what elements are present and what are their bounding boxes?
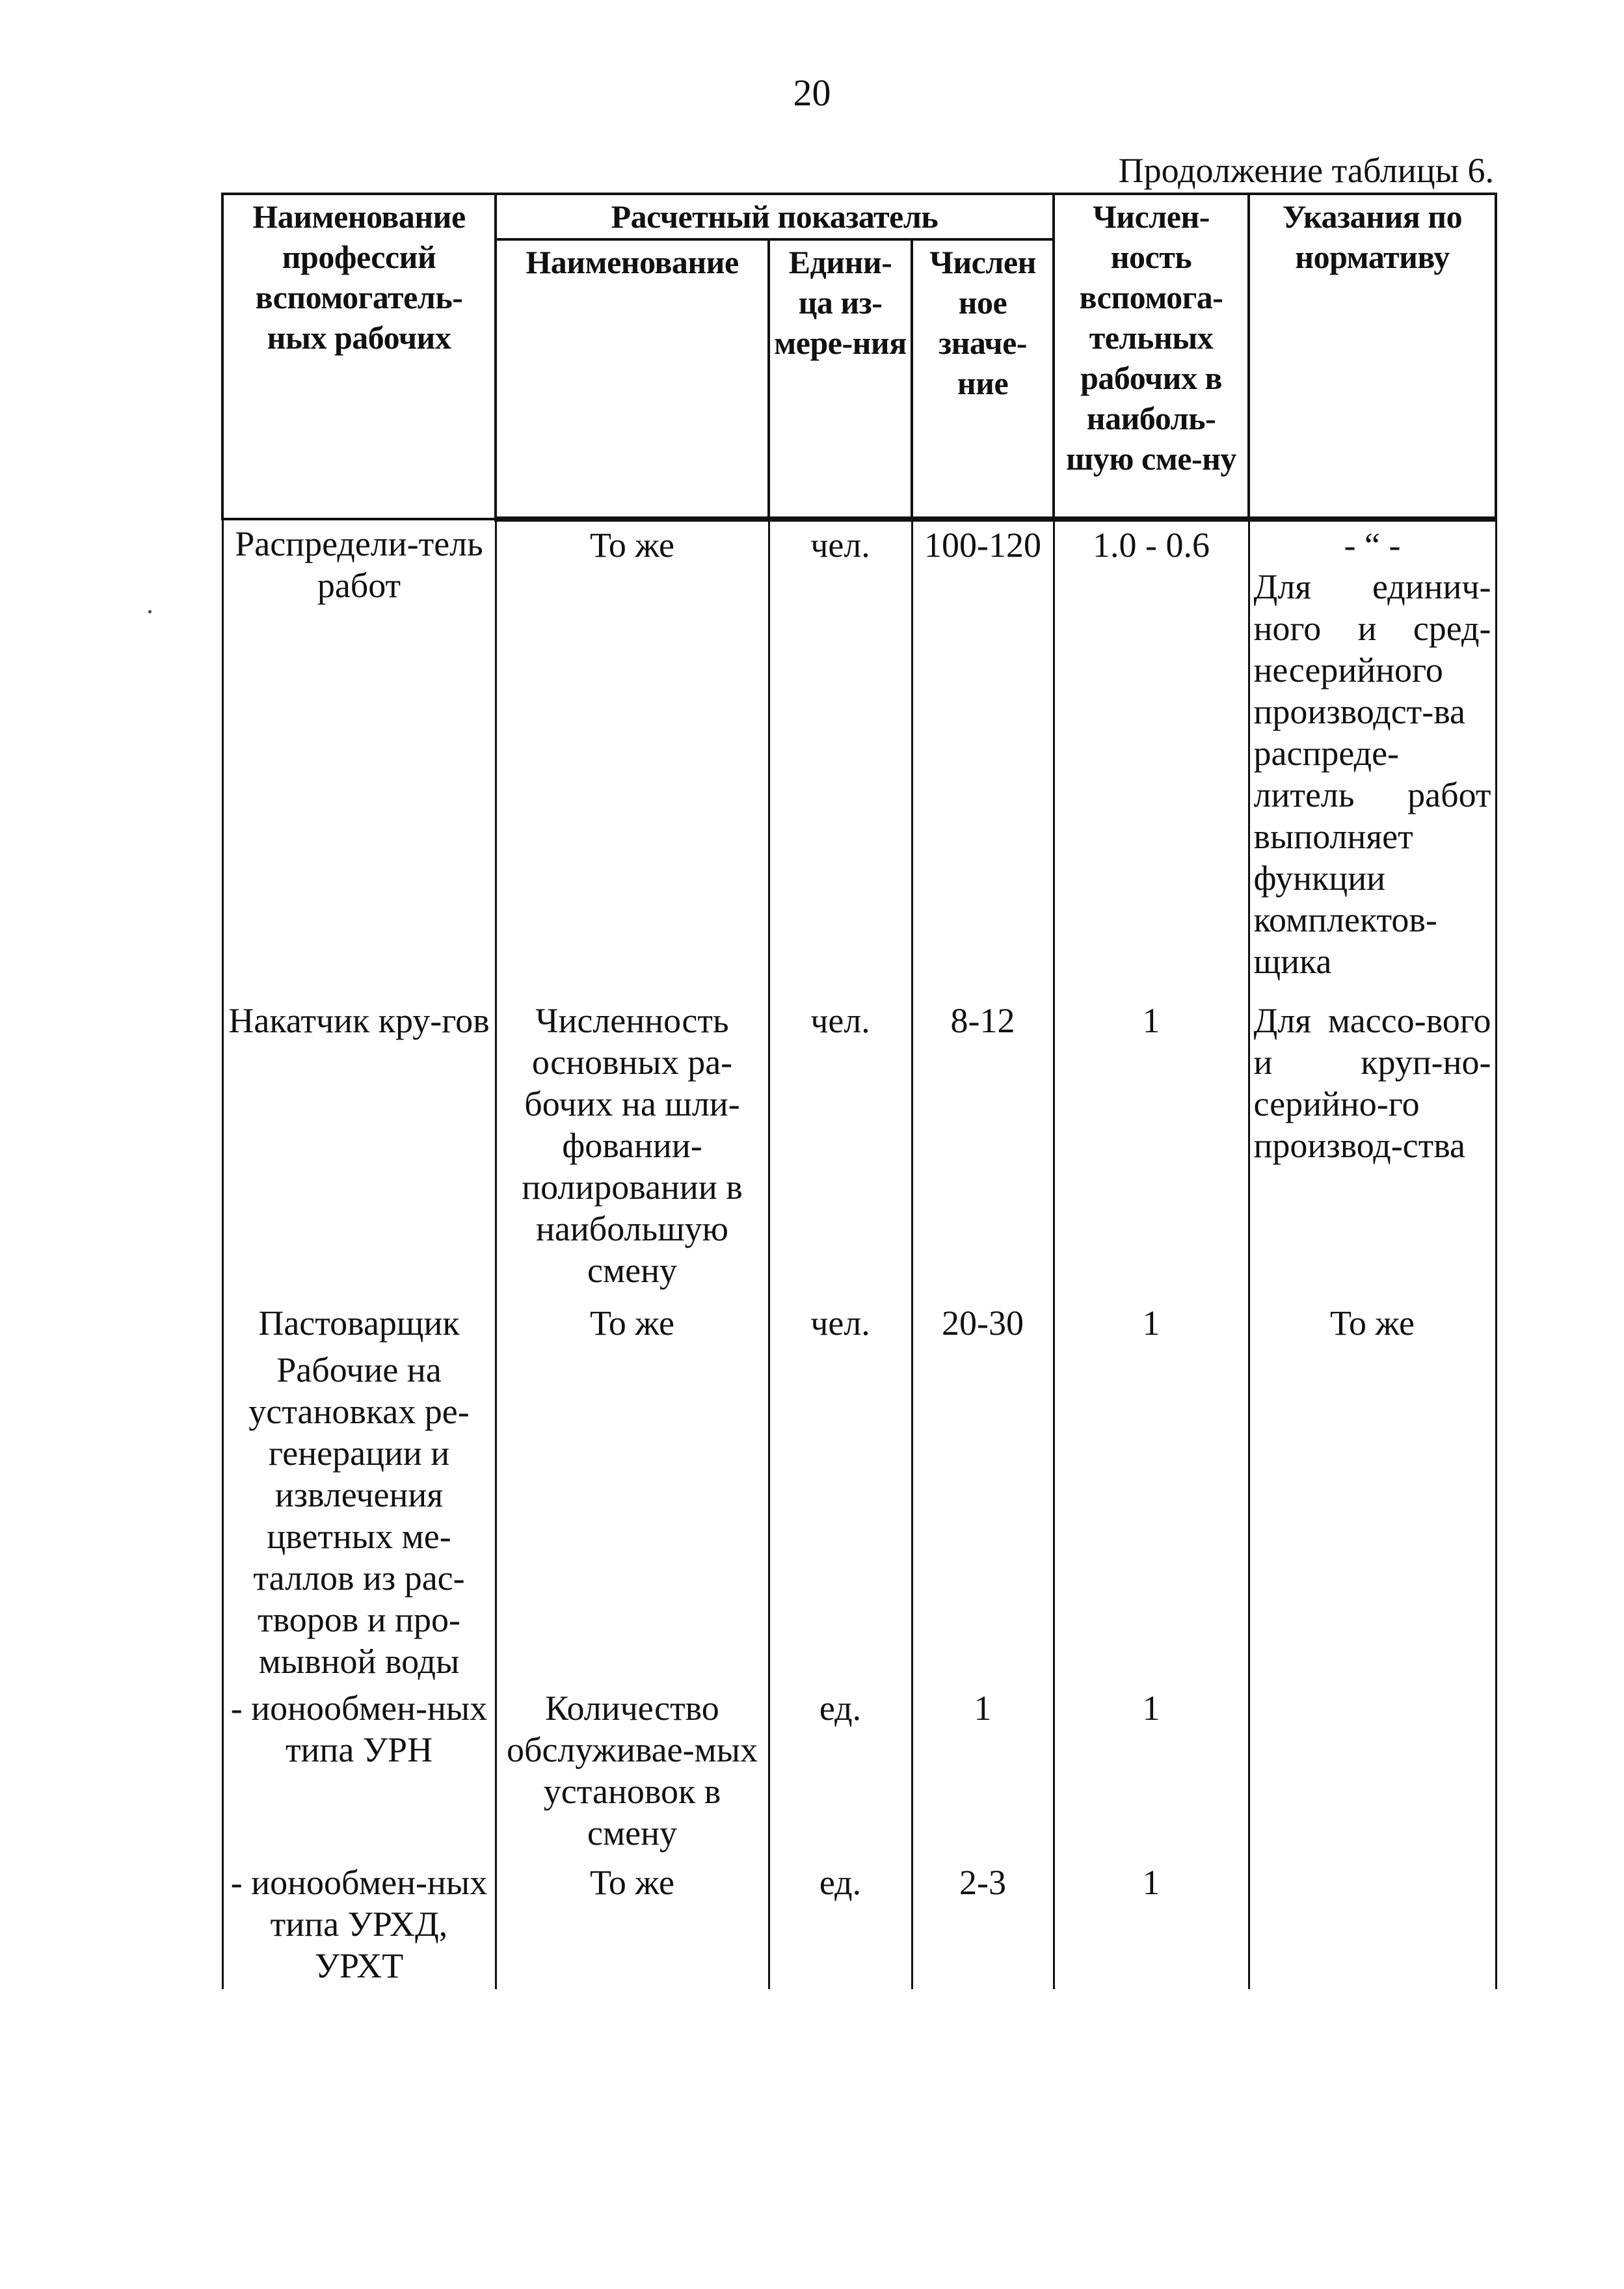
cell-unit: чел. <box>769 519 912 997</box>
table-row <box>222 1859 1496 1989</box>
cell-notes <box>1249 519 1496 997</box>
cell-indicator: То же <box>496 1300 769 1346</box>
notes-ditto-mark: - “ - <box>1344 526 1401 565</box>
cell-headcount: 1 <box>1054 1685 1249 1859</box>
cell-indicator: То же <box>496 1859 769 1989</box>
cell-profession: Рабочие на установках ре-генерации и извлечения цветных ме-таллов из рас-творов и про-мывной воды <box>222 1346 496 1685</box>
cell-headcount <box>1054 1346 1249 1685</box>
cell-notes <box>1249 1859 1496 1989</box>
cell-profession: Накатчик кру-гов <box>222 997 496 1300</box>
header-notes: Указания по нормативу <box>1249 194 1496 519</box>
cell-indicator: То же <box>496 519 769 997</box>
cell-value: 2-3 <box>912 1859 1054 1989</box>
cell-value <box>912 1346 1054 1685</box>
header-indicator-group: Расчетный показатель <box>496 194 1054 239</box>
cell-notes <box>1249 1346 1496 1685</box>
table-row <box>222 1300 1496 1346</box>
cell-notes <box>1249 1685 1496 1859</box>
cell-value: 8-12 <box>912 997 1054 1300</box>
table-row <box>222 1346 1496 1685</box>
header-unit: Едини-ца из-мере-ния <box>769 239 912 519</box>
header-headcount: Числен-ность вспомога-тельных рабочих в наиболь-шую сме-ну <box>1054 194 1249 519</box>
header-profession: Наименование профессий вспомогатель-ных рабочих <box>222 194 496 519</box>
staffing-norms-table <box>221 193 1497 1989</box>
cell-headcount: 1 <box>1054 1859 1249 1989</box>
cell-headcount: 1 <box>1054 997 1249 1300</box>
cell-indicator <box>496 1346 769 1685</box>
table-header <box>222 194 1496 519</box>
cell-unit: ед. <box>769 1859 912 1989</box>
cell-notes: То же <box>1249 1300 1496 1346</box>
table-body <box>222 519 1496 1989</box>
cell-unit: ед. <box>769 1685 912 1859</box>
table-row <box>222 997 1496 1300</box>
table-row <box>222 519 1496 997</box>
cell-profession: Распредели-тель работ <box>222 519 496 997</box>
cell-profession: - ионообмен-ных типа УРН <box>222 1685 496 1859</box>
page-number: 20 <box>793 72 831 114</box>
cell-headcount: 1 <box>1054 1300 1249 1346</box>
cell-profession: - ионообмен-ных типа УРХД, УРХТ <box>222 1859 496 1989</box>
header-value: Числен ное значе-ние <box>912 239 1054 519</box>
cell-unit: чел. <box>769 1300 912 1346</box>
scan-speck <box>148 610 152 613</box>
cell-profession: Пастоварщик <box>222 1300 496 1346</box>
table-continuation-label: Продолжение таблицы 6. <box>1118 151 1494 190</box>
table-row <box>222 1685 1496 1859</box>
cell-value: 20-30 <box>912 1300 1054 1346</box>
cell-unit <box>769 1346 912 1685</box>
header-indicator-name: Наименование <box>496 239 769 519</box>
cell-indicator: Количество обслуживае-мых установок в смену <box>496 1685 769 1859</box>
cell-headcount: 1.0 - 0.6 <box>1054 519 1249 997</box>
cell-notes: Для массо-вого и круп-но-серийно-го производ-ства <box>1249 997 1496 1300</box>
cell-unit: чел. <box>769 997 912 1300</box>
notes-text: Для единич-ного и сред-несерийного производст-ва распреде-литель работ выполняет функции комплектов-щика <box>1253 567 1491 981</box>
cell-value: 100-120 <box>912 519 1054 997</box>
cell-indicator: Численность основных ра-бочих на шли-фовании-полировании в наибольшую смену <box>496 997 769 1300</box>
cell-value: 1 <box>912 1685 1054 1859</box>
header-row-1 <box>222 194 1496 239</box>
